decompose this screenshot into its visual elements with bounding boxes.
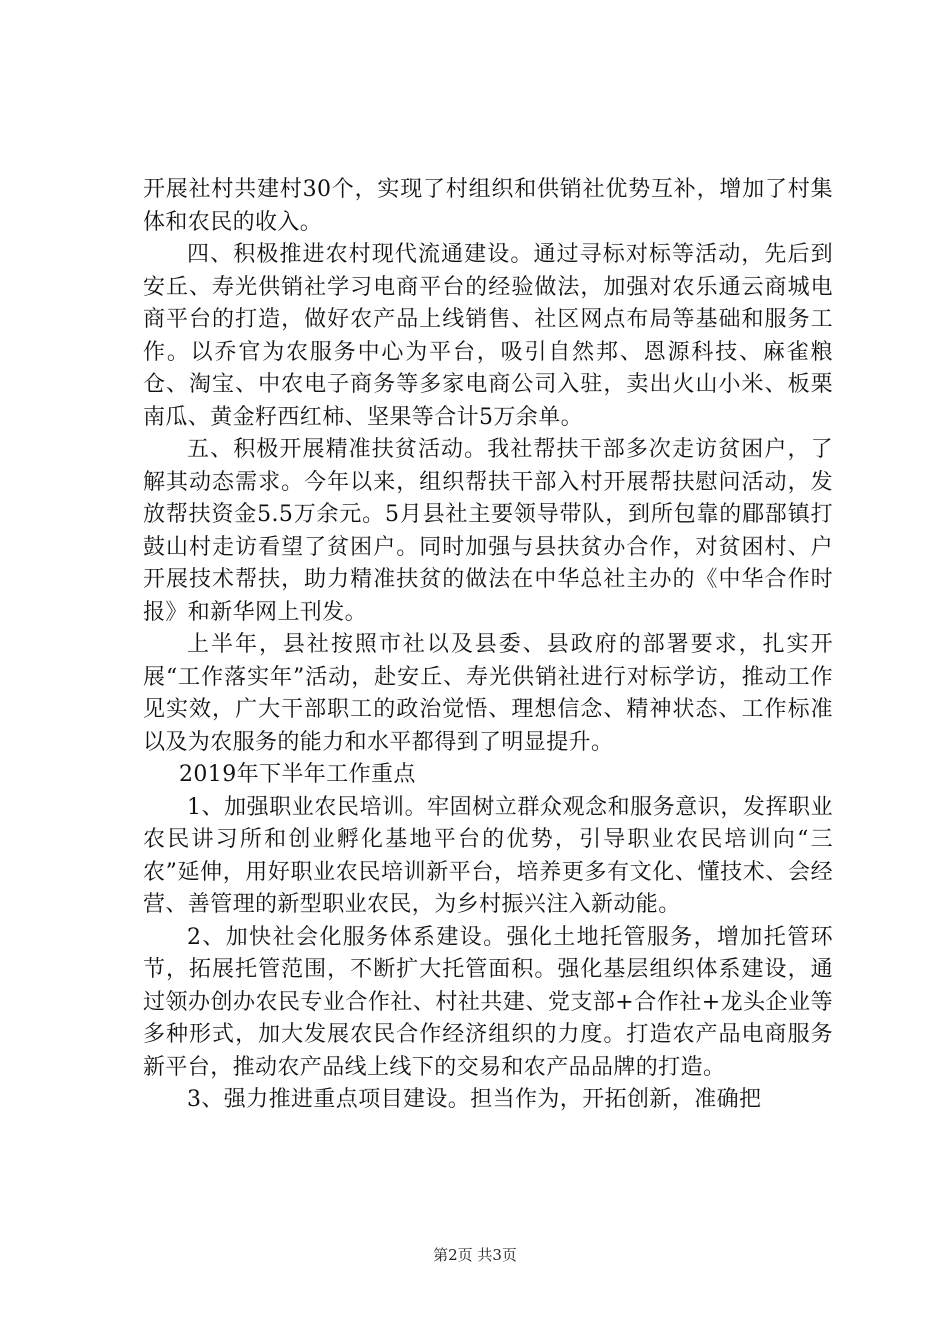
paragraph-continuation: 开展社村共建村30个，实现了村组织和供销社优势互补，增加了村集体和农民的收入。 bbox=[143, 177, 833, 235]
document-body bbox=[143, 174, 833, 1117]
page-number-footer: 第2页 共3页 bbox=[433, 1246, 517, 1264]
paragraph-section-five: 五、积极开展精准扶贫活动。我社帮扶干部多次走访贫困户，了解其动态需求。今年以来，组织帮扶干部入村开展帮扶慰问活动，发放帮扶资金5.5万余元。5月县社主要领导带队，到所包靠的郿郚镇打鼓山村走访看望了贫困户。同时加强与县扶贫办合作，对贫困村、户开展技术帮扶，助力精准扶贫的做法在中华总社主办的《中华合作时报》和新华网上刊发。 bbox=[143, 437, 833, 625]
paragraph-item-two: 2、加快社会化服务体系建设。强化土地托管服务，增加托管环节，拓展托管范围，不断扩大托管面积。强化基层组织体系建设，通过领办创办农民专业合作社、村社共建、党支部+合作社+龙头企业等多种形式，加大发展农民合作经济组织的力度。打造农产品电商服务新平台，推动农产品线上线下的交易和农产品品牌的打造。 bbox=[143, 924, 833, 1080]
paragraph-item-one: 1、加强职业农民培训。牢固树立群众观念和服务意识，发挥职业农民讲习所和创业孵化基地平台的优势，引导职业农民培训向“三农”延伸，用好职业农民培训新平台，培养更多有文化、懂技术、会经营、善管理的新型职业农民，为乡村振兴注入新动能。 bbox=[143, 794, 833, 917]
paragraph-item-three: 3、强力推进重点项目建设。担当作为，开拓创新，准确把 bbox=[187, 1087, 762, 1112]
paragraph-half-year-summary: 上半年，县社按照市社以及县委、县政府的部署要求，扎实开展“工作落实年”活动，赴安丘、寿光供销社进行对标学访，推动工作见实效，广大干部职工的政治觉悟、理想信念、精神状态、工作标准以及为农服务的能力和水平都得到了明显提升。 bbox=[143, 632, 833, 755]
section-heading: 2019年下半年工作重点 bbox=[179, 762, 416, 787]
paragraph-section-four: 四、积极推进农村现代流通建设。通过寻标对标等活动，先后到安丘、寿光供销社学习电商平台的经验做法，加强对农乐通云商城电商平台的打造，做好农产品上线销售、社区网点布局等基础和服务工作。以乔官为农服务中心为平台，吸引自然邦、恩源科技、麻雀粮仓、淘宝、中农电子商务等多家电商公司入驻，卖出火山小米、板栗南瓜、黄金籽西红柿、坚果等合计5万余单。 bbox=[143, 242, 833, 430]
